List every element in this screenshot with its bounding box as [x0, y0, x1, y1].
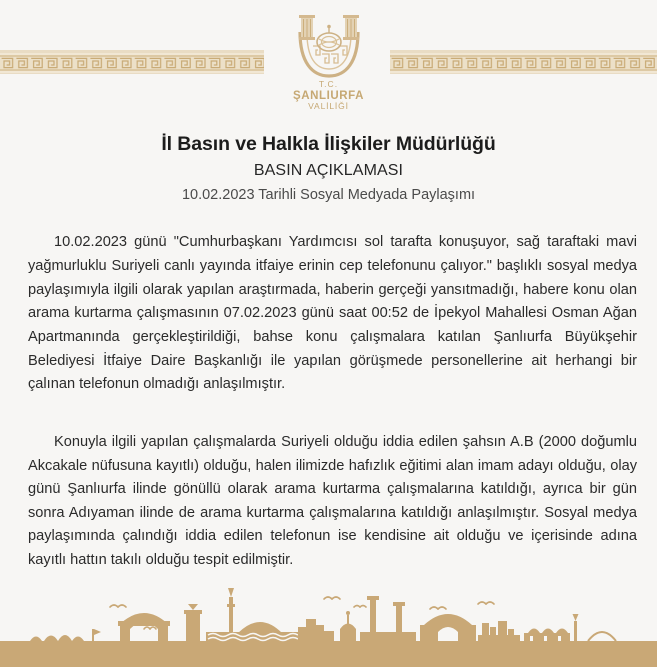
greek-key-meander-band-right — [390, 50, 657, 74]
emblem-line-office: VALİLİĞİ — [308, 101, 349, 112]
skyline-icon — [0, 577, 657, 667]
sanliurfa-governorship-emblem — [273, 6, 385, 112]
document-body — [28, 231, 637, 572]
body-paragraph: Konuyla ilgili yapılan çalışmalarda Suriyeli olduğu iddia edilen şahsın A.B (2000 doğumlu Akcakale nüfusuna kayıtlı) olduğu, halen ilimizde hafızlık eğitimi alan imam adayı olduğu, olay günü Şanlıurfa ilinde gönüllü olarak arama kurtarma çalışmalarına katıldığı, ayrıca bir gün sonra Adıyaman ilinde de arama kurtarma çalışmalarına katıldığı anlaşılmıştır. Sosyal medya paylaşımında çalındığı iddia edilen telefonun ise kendisine ait olduğu ve içerisinde adına kayıtlı hattın takılı olduğu tespit edilmiştir. — [28, 433, 637, 569]
emblem-line-city: ŞANLIURFA — [293, 89, 364, 102]
emblem-line-tc: T.C. — [318, 79, 339, 89]
meander-pattern-left — [0, 57, 264, 69]
body-paragraph: 10.02.2023 günü "Cumhurbaşkanı Yardımcısı sol tarafta konuşuyor, sağ taraftaki mavi yağmurluklu Suriyeli canlı yayında itfaiye erinin cep telefonunu çalıyor." başlıklı sosyal medya paylaşımıyla ilgili olarak yapılan araştırmada, haberin gerçeği yansıtmadığı, habere konu olan arama kurtarma çalışmasının 07.02.2023 günü saat 00:52 de İpekyol Mahallesi Osman Ağan Apartmanında gerçekleştirildiği, bahse konu çalışmalara katılan Şanlıurfa Büyükşehir Belediyesi İtfaiye Daire Başkanlığı ile yapılan görüşmede personellerine ait herhangi bir çalınan telefonun olmadığı anlaşılmıştır. — [28, 234, 637, 393]
page-title: İl Basın ve Halkla İlişkiler Müdürlüğü — [161, 133, 496, 155]
document-header — [0, 0, 657, 112]
page-subtitle: BASIN AÇIKLAMASI — [253, 162, 404, 180]
document-titles — [0, 132, 657, 203]
emblem-column-right — [343, 15, 359, 40]
page-date-line: 10.02.2023 Tarihli Sosyal Medyada Paylaşımı — [181, 187, 476, 204]
greek-key-meander-band-left — [0, 50, 264, 74]
emblem-icon — [286, 6, 372, 80]
emblem-column-left — [299, 15, 315, 40]
meander-pattern-right — [390, 57, 657, 69]
sanliurfa-city-skyline-silhouette — [0, 577, 657, 667]
